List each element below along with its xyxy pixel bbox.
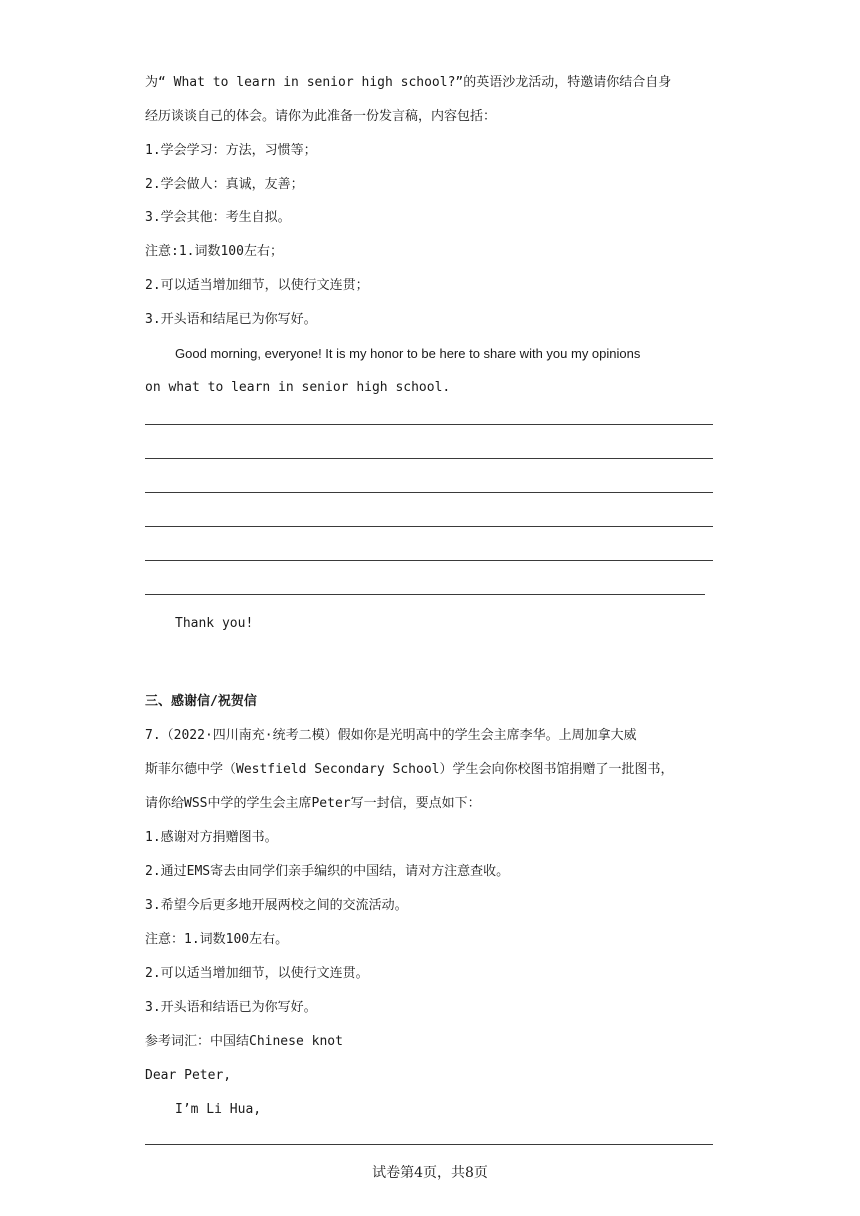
task7-note2: 2.可以适当增加细节，以使行文连贯。 [145,966,369,981]
answer-line [145,594,705,595]
answer-line [145,492,713,493]
task7-vocab: 参考词汇：中国结Chinese knot [145,1034,343,1049]
task7-line1: 7.（2022·四川南充·统考二模）假如你是光明高中的学生会主席李华。上周加拿大威 [145,728,637,743]
answer-line [145,1144,713,1145]
answer-line [145,424,713,425]
page-footer: 试卷第4页，共8页 [372,1165,488,1181]
answer-line [145,560,713,561]
task6-intro-line2: 经历谈谈自己的体会。请你为此准备一份发言稿，内容包括： [145,109,497,124]
task6-note3: 3.开头语和结尾已为你写好。 [145,312,317,327]
task7-line3: 请你给WSS中学的学生会主席Peter写一封信，要点如下： [145,796,481,811]
section3-title: 三、感谢信/祝贺信 [145,694,257,709]
task6-opening-line2: on what to learn in senior high school. [145,380,451,395]
task6-point3: 3.学会其他：考生自拟。 [145,210,291,225]
task6-note1: 注意:1.词数100左右； [145,244,283,259]
task6-intro-line1: 为“ What to learn in senior high school?”的英语沙龙活动，特邀请你结合自身 [145,75,672,90]
task6-point2: 2.学会做人：真诚，友善； [145,177,304,192]
task7-point3: 3.希望今后更多地开展两校之间的交流活动。 [145,898,408,913]
task6-opening-line1: Good morning, everyone! It is my honor to be here to share with you my opinions [175,346,641,361]
task7-point1: 1.感谢对方捐赠图书。 [145,830,278,845]
task7-note1: 注意：1.词数100左右。 [145,932,289,947]
task6-closing: Thank you! [175,616,254,631]
task7-line2: 斯菲尔德中学（Westfield Secondary School）学生会向你校图书馆捐赠了一批图书， [145,762,674,777]
task6-point1: 1.学会学习：方法，习惯等； [145,143,317,158]
task6-note2: 2.可以适当增加细节，以使行文连贯； [145,278,369,293]
task7-point2: 2.通过EMS寄去由同学们亲手编织的中国结，请对方注意查收。 [145,864,510,879]
task7-salutation: Dear Peter, [145,1068,232,1083]
answer-line [145,526,713,527]
task7-opening: I’m Li Hua, [175,1102,262,1117]
task7-note3: 3.开头语和结语已为你写好。 [145,1000,317,1015]
answer-line [145,458,713,459]
